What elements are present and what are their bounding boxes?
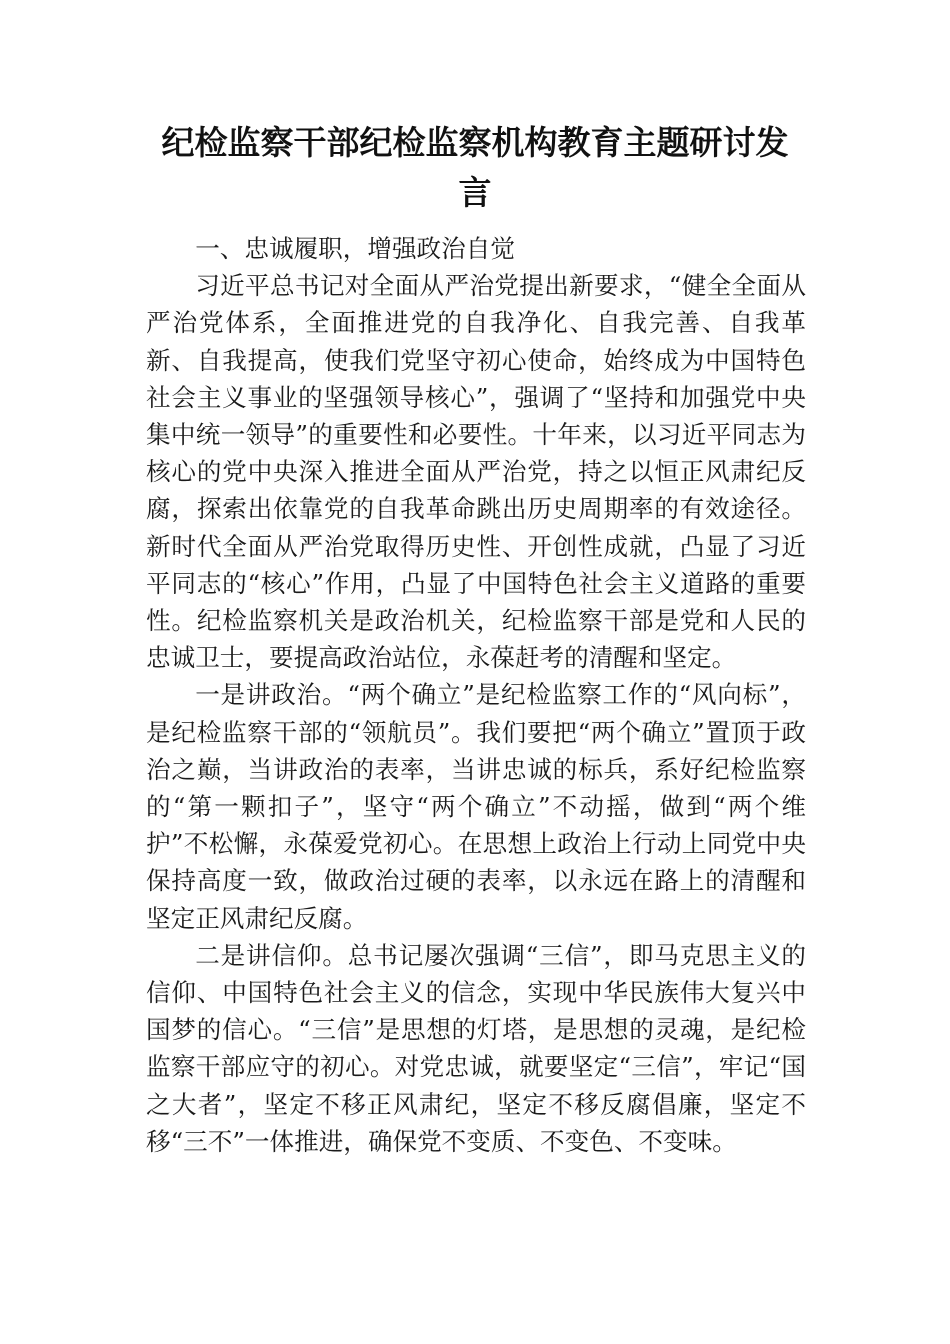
document-title (140, 118, 810, 218)
body-paragraph: 二是讲信仰。总书记屡次强调“三信”，即马克思主义的信仰、中国特色社会主义的信念，实现中华民族伟大复兴中国梦的信心。“三信”是思想的灯塔，是思想的灵魂，是纪检监察干部应守的初心。对党忠诚，就要坚定“三信”，牢记“国之大者”，坚定不移正风肃纪，坚定不移反腐倡廉，坚定不移“三不”一体推进，确保党不变质、不变色、不变味。 (146, 940, 806, 1156)
body-paragraph: 习近平总书记对全面从严治党提出新要求，“健全全面从严治党体系，全面推进党的自我净化、自我完善、自我革新、自我提高，使我们党坚守初心使命，始终成为中国特色社会主义事业的坚强领导核心”，强调了“坚持和加强党中央集中统一领导”的重要性和必要性。十年来，以习近平同志为核心的党中央深入推进全面从严治党，持之以恒正风肃纪反腐，探索出依靠党的自我革命跳出历史周期率的有效途径。新时代全面从严治党取得历史性、开创性成就，凸显了习近平同志的“核心”作用，凸显了中国特色社会主义道路的重要性。纪检监察机关是政治机关，纪检监察干部是党和人民的忠诚卫士，要提高政治站位，永葆赶考的清醒和坚定。 (146, 271, 806, 673)
document-title-line-2: 言 (458, 173, 492, 212)
document-title-line-1: 纪检监察干部纪检监察机构教育主题研讨发 (161, 123, 789, 162)
document-body (146, 230, 806, 1160)
body-paragraph: 一是讲政治。“两个确立”是纪检监察工作的“风向标”，是纪检监察干部的“领航员”。我们要把“两个确立”置顶于政治之巅，当讲政治的表率，当讲忠诚的标兵，系好纪检监察的“第一颗扣子”，坚守“两个确立”不动摇，做到“两个维护”不松懈，永葆爱党初心。在思想上政治上行动上同党中央保持高度一致，做政治过硬的表率，以永远在路上的清醒和坚定正风肃纪反腐。 (146, 680, 806, 933)
section-heading: 一、忠诚履职，增强政治自觉 (195, 234, 515, 263)
